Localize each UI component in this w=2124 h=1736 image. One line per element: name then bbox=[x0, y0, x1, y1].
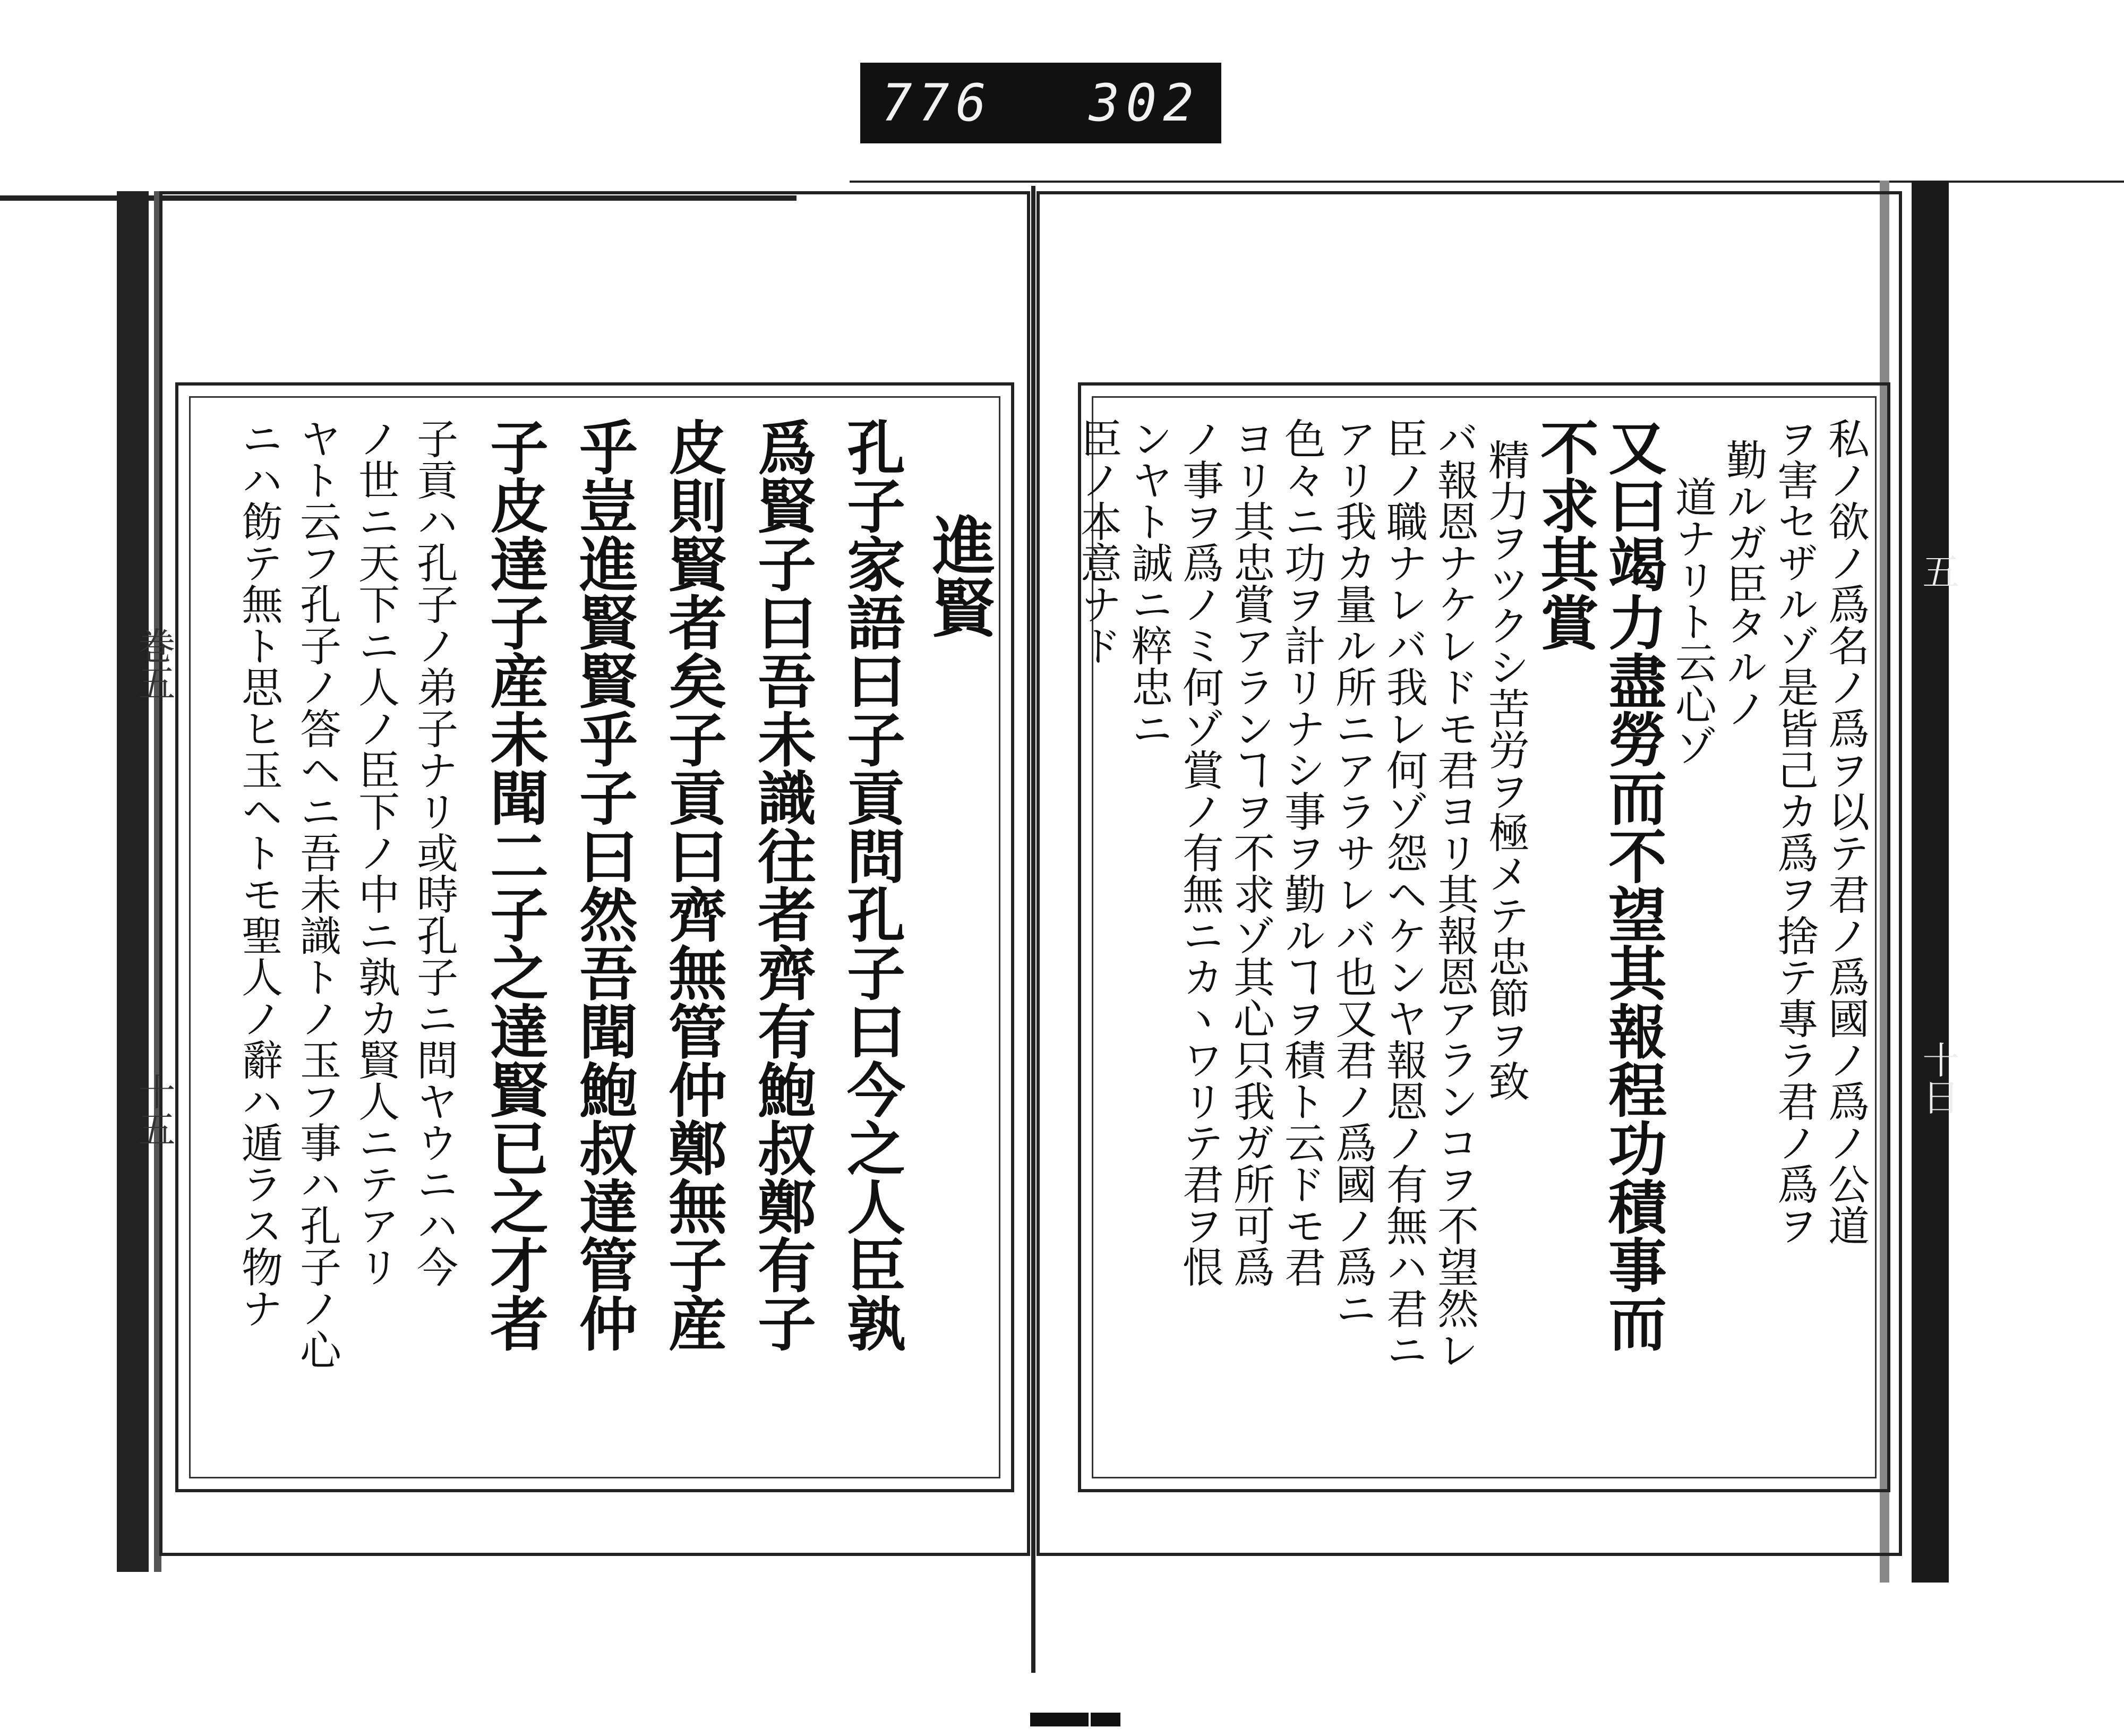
text-column: 道ナリト云心ゾ bbox=[1668, 476, 1716, 766]
text-column: 乎豈進賢賢乎子曰然吾聞鮑叔達管仲 bbox=[570, 417, 638, 1352]
right-text-frame bbox=[1074, 382, 1890, 1492]
margin-mark-right-mid: 十日 bbox=[1916, 1041, 1960, 1115]
text-column: 子皮達子産未聞二子之達賢已之才者 bbox=[481, 417, 549, 1352]
left-text-frame bbox=[175, 382, 1014, 1492]
text-column: 私ノ欲ノ爲名ノ爲ヲ以テ君ノ爲國ノ爲ノ公道 bbox=[1821, 417, 1869, 1246]
film-label bbox=[860, 63, 1221, 143]
book-spine bbox=[117, 191, 149, 1572]
text-column: バ報恩ナケレドモ君ヨリ其報恩アランコヲ不望然レ bbox=[1431, 417, 1478, 1370]
text-column: 爲賢子曰吾未識往者齊有鮑叔鄭有子 bbox=[748, 417, 817, 1352]
text-column: 皮則賢者矣子貢曰齊無管仲鄭無子産 bbox=[659, 417, 727, 1352]
margin-mark-right-top: 五 bbox=[1916, 552, 1960, 589]
right-columns bbox=[1074, 417, 1869, 1457]
text-column: 子貢ハ孔子ノ弟子ナリ或時孔子ニ問ヤウニハ今 bbox=[410, 417, 458, 1287]
text-column: 不求其賞 bbox=[1531, 417, 1599, 651]
bottom-mark bbox=[1030, 1713, 1120, 1726]
section-title: 進賢 bbox=[922, 513, 996, 638]
text-column: ニハ飭テ無ト思ヒ玉ヘトモ聖人ノ辭ハ遁ラス物ナ bbox=[235, 417, 282, 1329]
page-fold bbox=[1031, 186, 1035, 1673]
film-label-right: 302 bbox=[1089, 73, 1200, 133]
text-column: ンヤト誠ニ粹忠ニ bbox=[1125, 417, 1172, 749]
text-column: 臣ノ職ナレバ我レ何ゾ怨ヘケンヤ報恩ノ有無ハ君ニ bbox=[1380, 417, 1427, 1370]
margin-mark-left-top: 巻五 bbox=[132, 627, 176, 701]
text-column: ノ事ヲ爲ノミ何ゾ賞ノ有無ニカヽワリテ君ヲ恨 bbox=[1176, 417, 1223, 1287]
text-column: 色々ニ功ヲ計リナシ事ヲ勤ルヿヲ積ト云ドモ君 bbox=[1278, 417, 1325, 1287]
text-column: 精力ヲツクシ苦労ヲ極メテ忠節ヲ致 bbox=[1481, 439, 1529, 1101]
book-edge bbox=[1912, 181, 1949, 1583]
text-column: 臣ノ本意ナド bbox=[1074, 417, 1121, 666]
text-column: ヤト云フ孔子ノ答ヘニ吾未識トノ玉フ事ハ孔子ノ心 bbox=[293, 417, 341, 1370]
left-columns bbox=[200, 417, 996, 1457]
text-column: ヲ害セザルゾ是皆己カ爲ヲ捨テ專ラ君ノ爲ヲ bbox=[1770, 417, 1818, 1246]
text-column: 孔子家語曰子貢問孔子曰今之人臣孰 bbox=[837, 417, 906, 1352]
text-column: ヨリ其忠賞アランヿヲ不求ゾ其心只我ガ所可爲 bbox=[1227, 417, 1274, 1287]
bottom-mark-gap bbox=[1089, 1713, 1091, 1726]
film-label-left: 776 bbox=[881, 73, 993, 133]
text-column: 勤ルガ臣タルノ bbox=[1719, 439, 1767, 729]
text-column: アリ我カ量ル所ニアラサレバ也又君ノ爲國ノ爲ニ bbox=[1329, 417, 1376, 1329]
text-column: ノ世ニ天下ニ人ノ臣下ノ中ニ孰カ賢人ニテアリ bbox=[352, 417, 399, 1287]
text-column: 又曰竭力盡勞而不望其報程功積事而 bbox=[1599, 417, 1667, 1352]
margin-mark-left-mid: 十五 bbox=[132, 1073, 176, 1147]
